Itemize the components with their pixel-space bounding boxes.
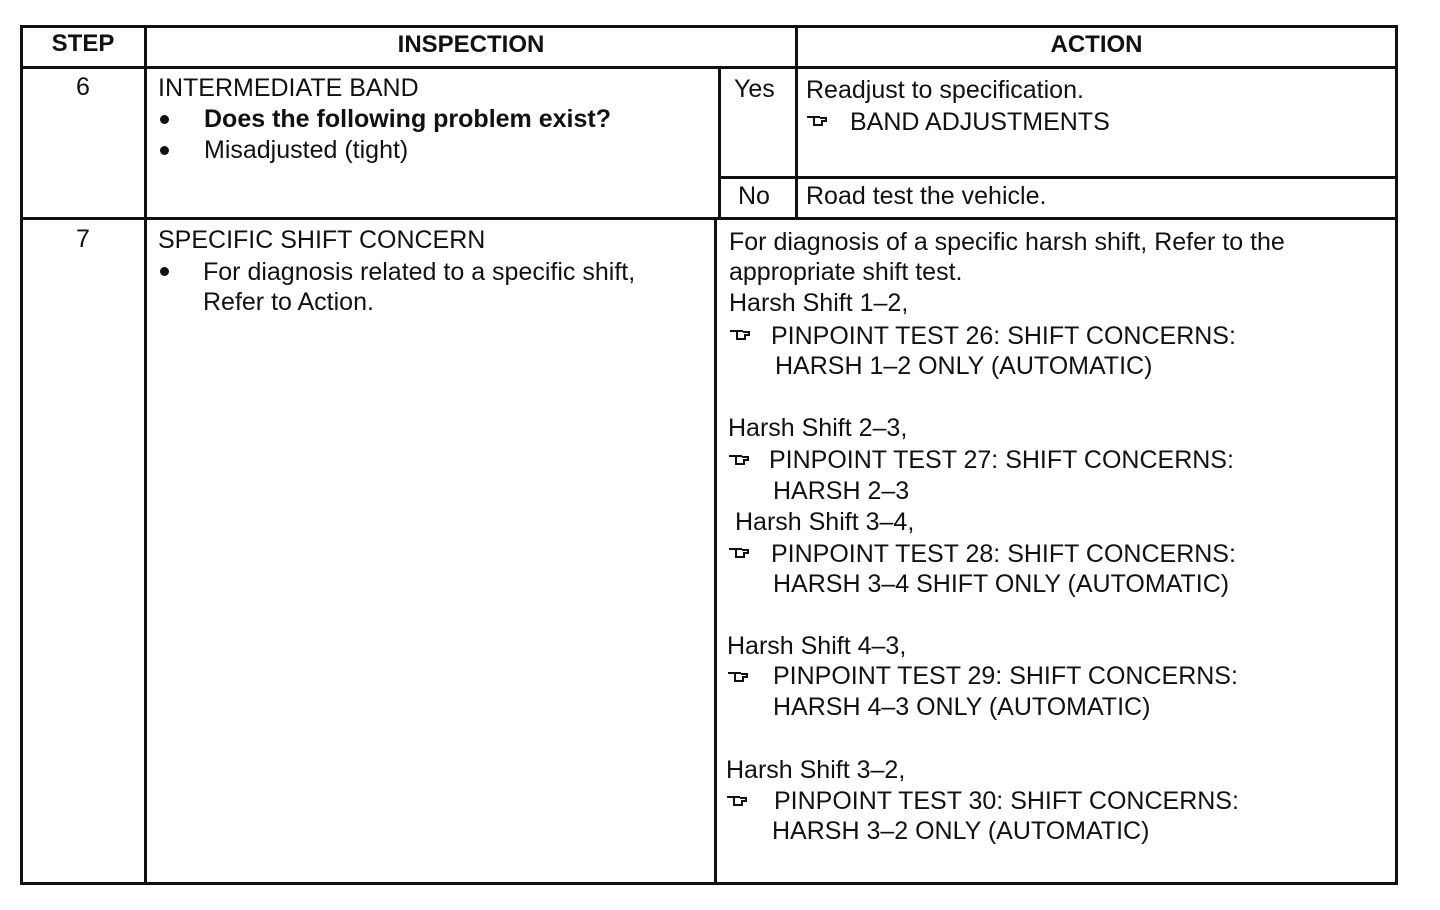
row7-action-intro-line2: appropriate shift test. bbox=[729, 258, 963, 286]
row6-bullet-1 bbox=[160, 115, 169, 124]
pinpoint-test-30-line2[interactable]: HARSH 3–2 ONLY (AUTOMATIC) bbox=[772, 817, 1150, 845]
header-divider bbox=[20, 66, 1398, 69]
pointing-hand-icon bbox=[806, 113, 828, 127]
pinpoint-test-26-line1[interactable]: PINPOINT TEST 26: SHIFT CONCERNS: bbox=[771, 322, 1236, 350]
table-border-left bbox=[20, 25, 23, 885]
table-border-bottom bbox=[20, 882, 1396, 885]
pinpoint-test-27-line2[interactable]: HARSH 2–3 bbox=[773, 477, 910, 505]
row7-action-intro-line1: For diagnosis of a specific harsh shift, Refer to the bbox=[729, 228, 1285, 256]
row6-yes-label: Yes bbox=[734, 75, 775, 103]
row6-no-action: Road test the vehicle. bbox=[806, 182, 1047, 210]
row7-inspection-title: SPECIFIC SHIFT CONCERN bbox=[158, 226, 486, 254]
pinpoint-test-30-line1[interactable]: PINPOINT TEST 30: SHIFT CONCERNS: bbox=[774, 787, 1239, 815]
shift-1-2-label: Harsh Shift 1–2, bbox=[729, 289, 909, 317]
yesno-column-divider bbox=[718, 66, 721, 220]
row6-bullet-2 bbox=[160, 146, 169, 155]
pinpoint-test-29-line1[interactable]: PINPOINT TEST 29: SHIFT CONCERNS: bbox=[773, 662, 1238, 690]
step-column-divider bbox=[144, 25, 147, 885]
row-divider bbox=[20, 217, 1398, 220]
shift-3-2-label: Harsh Shift 3–2, bbox=[726, 756, 906, 784]
pinpoint-test-27-line1[interactable]: PINPOINT TEST 27: SHIFT CONCERNS: bbox=[769, 446, 1234, 474]
shift-3-4-label: Harsh Shift 3–4, bbox=[735, 508, 915, 536]
row6-inspection-title: INTERMEDIATE BAND bbox=[158, 74, 419, 102]
table-border-top bbox=[20, 25, 1398, 28]
row7-bullet bbox=[160, 267, 169, 276]
pointing-hand-icon bbox=[727, 669, 749, 683]
table-border-right bbox=[1395, 25, 1398, 885]
pinpoint-test-28-line1[interactable]: PINPOINT TEST 28: SHIFT CONCERNS: bbox=[771, 540, 1236, 568]
shift-2-3-label: Harsh Shift 2–3, bbox=[728, 414, 908, 442]
pinpoint-test-29-line2[interactable]: HARSH 4–3 ONLY (AUTOMATIC) bbox=[773, 693, 1151, 721]
pointing-hand-icon bbox=[729, 327, 751, 341]
pointing-hand-icon bbox=[728, 452, 750, 466]
row6-condition: Misadjusted (tight) bbox=[204, 136, 409, 164]
pinpoint-test-26-line2[interactable]: HARSH 1–2 ONLY (AUTOMATIC) bbox=[775, 352, 1153, 380]
row7-action-divider bbox=[714, 217, 717, 885]
row7-bullet-line1: For diagnosis related to a specific shift, bbox=[203, 258, 636, 286]
row6-yes-no-divider bbox=[718, 176, 1398, 179]
row7-step-number: 7 bbox=[76, 225, 90, 253]
header-step: STEP bbox=[51, 30, 115, 57]
row6-step-number: 6 bbox=[76, 73, 90, 101]
row6-yes-reference[interactable]: BAND ADJUSTMENTS bbox=[850, 108, 1110, 136]
header-inspection: INSPECTION bbox=[397, 31, 545, 58]
row6-no-label: No bbox=[738, 182, 770, 210]
row7-bullet-line2: Refer to Action. bbox=[203, 288, 374, 316]
pointing-hand-icon bbox=[726, 793, 748, 807]
shift-4-3-label: Harsh Shift 4–3, bbox=[727, 632, 907, 660]
pointing-hand-icon bbox=[728, 545, 750, 559]
row6-yes-action: Readjust to specification. bbox=[806, 76, 1084, 104]
pinpoint-test-28-line2[interactable]: HARSH 3–4 SHIFT ONLY (AUTOMATIC) bbox=[773, 570, 1230, 598]
header-action: ACTION bbox=[1050, 31, 1143, 58]
row6-question: Does the following problem exist? bbox=[204, 105, 611, 133]
